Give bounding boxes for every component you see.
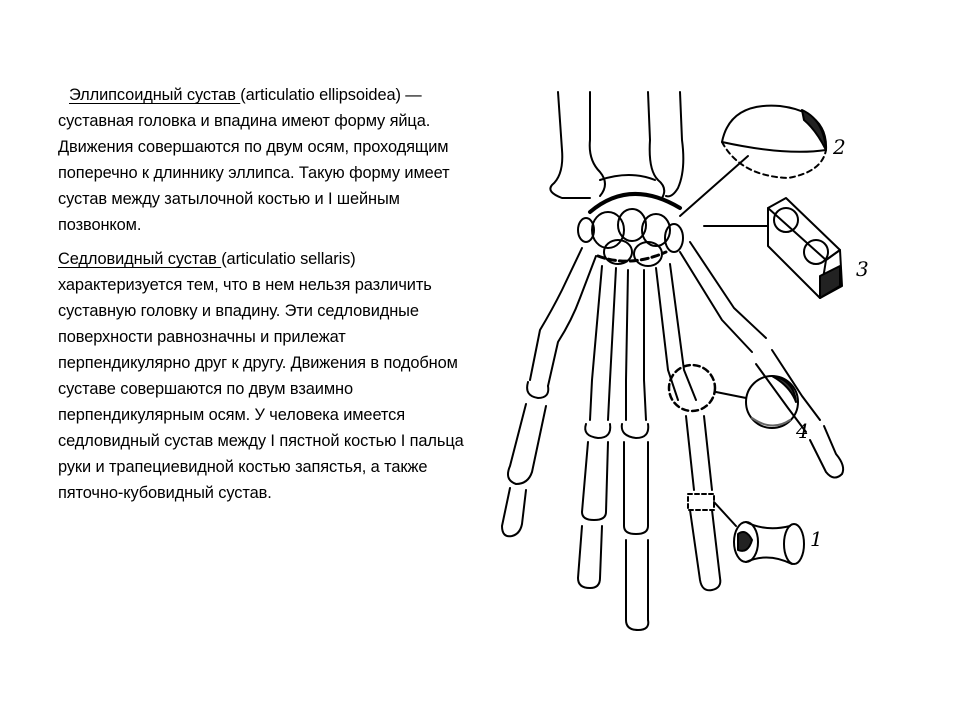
hand-skeleton-drawing [490,80,880,650]
ulna-bone [600,92,683,198]
description-saddle-joint: (articulatio sellaris) характеризуется тем, что в нем нельзя различить суставную головку и впадину. Эти седловидные поверхности равнозначны и прилежат перпендикулярно друг к другу. Движения в подобном суставе совершаются по двум взаимно перпендикулярным осям. У человека имеется седловидный сустав между I пястной костью I пальца руки и трапециевидной костью запястья, а также пяточно-кубовидный сустав. [58,250,464,502]
index-finger-bones [578,266,616,588]
figure-label-4: 4 [796,419,809,443]
figure-label-3: 3 [856,257,869,281]
description-ellipsoid-joint: (articulatio ellipsoidea) — суставная головка и впадина имеют форму яйца. Движения совершаются по двум осям, проходящим поперечно к длиннику эллипса. Такую форму имеет сустав между затылочной костью и I шейным позвонком. [58,86,450,234]
hand-skeleton-illustration [490,80,880,650]
figure-label-1: 1 [810,527,823,551]
figure-label-2: 2 [833,135,846,159]
paragraph-ellipsoid-joint [58,82,468,238]
pointer-line-2 [680,156,748,216]
paragraph-saddle-joint [58,246,468,506]
hinge-joint-model [734,522,804,564]
ellipsoid-joint-model [722,106,826,178]
text-block [58,82,468,514]
carpal-bones [578,209,683,266]
ring-finger-bones [656,264,720,590]
pointer-line-4 [716,392,746,398]
term-saddle-joint: Седловидный сустав [58,250,222,268]
thumb-bones [502,248,596,536]
middle-finger-bones [622,270,649,630]
pointer-line-1 [714,502,736,526]
little-finger-bones [680,242,843,478]
hinge-joint-marker [688,494,714,510]
term-ellipsoid-joint: Эллипсоидный сустав [69,86,241,104]
spheroid-joint-model [746,376,798,428]
saddle-joint-model [768,198,842,298]
radius-bone [550,92,605,198]
